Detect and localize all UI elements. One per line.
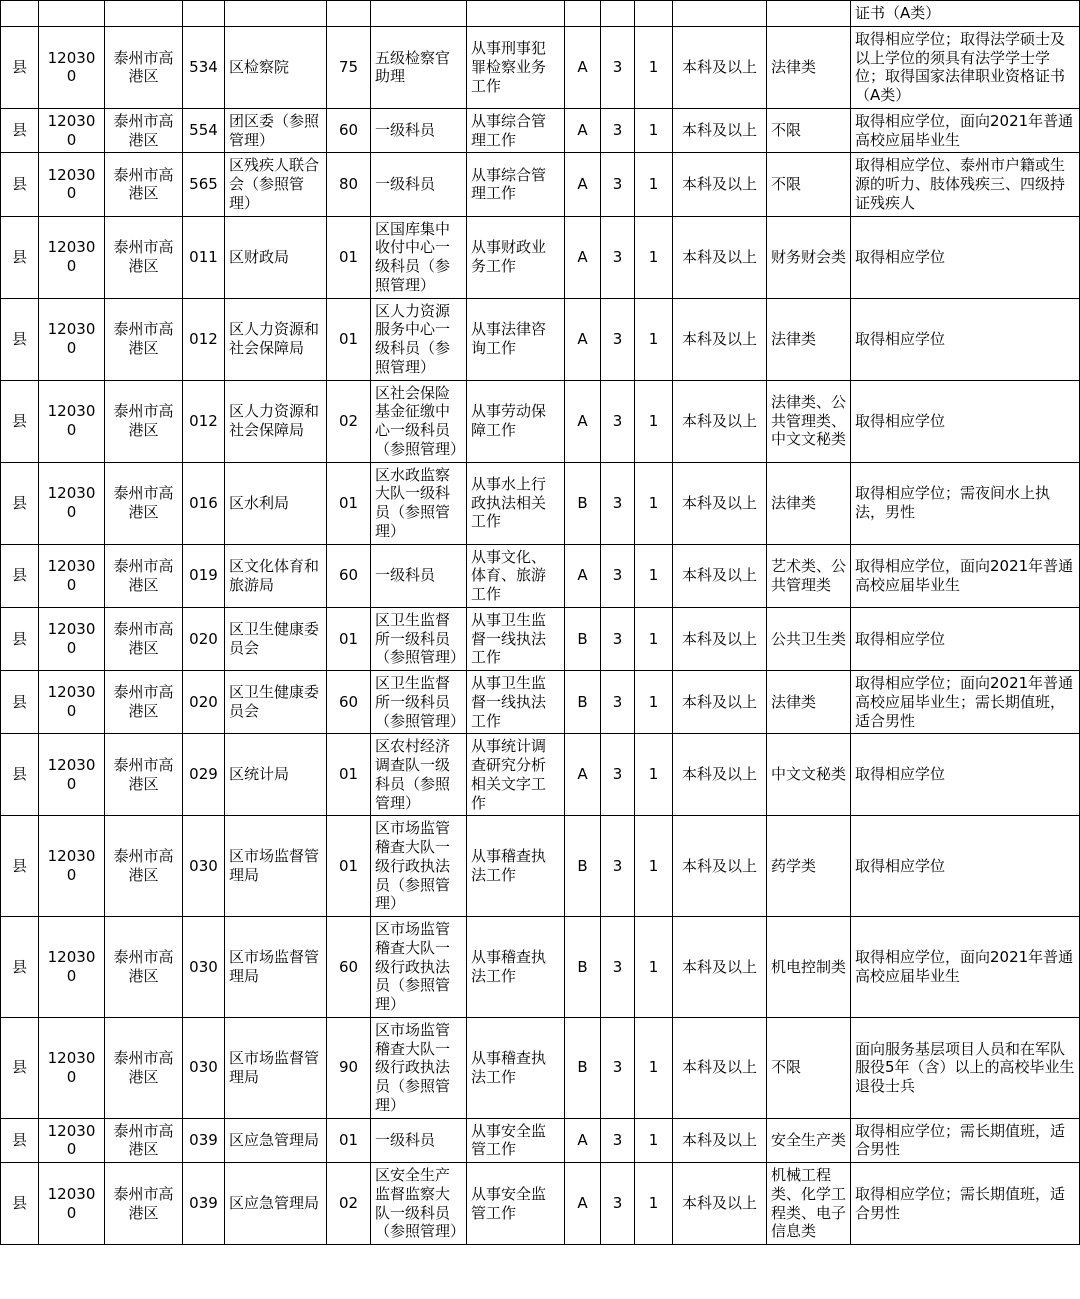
cell-plan: 3 xyxy=(601,298,635,380)
cell-post-code: 02 xyxy=(327,380,371,462)
cell-plan: 3 xyxy=(601,153,635,216)
cell-region: 泰州市高港区 xyxy=(105,380,183,462)
cell-level: 县 xyxy=(1,917,39,1018)
cell-category: A xyxy=(565,216,601,298)
cell-plan: 3 xyxy=(601,1017,635,1118)
cell-post-name: 区市场监管稽查大队一级行政执法员（参照管理） xyxy=(371,816,467,917)
cell-plan: 3 xyxy=(601,1163,635,1245)
cell-level: 县 xyxy=(1,153,39,216)
cell-region-code: 120300 xyxy=(39,298,105,380)
cell-post-name: 区国库集中收付中心一级科员（参照管理） xyxy=(371,216,467,298)
cell-post-name xyxy=(371,1,467,27)
cell-post-code: 60 xyxy=(327,671,371,734)
cell-unit-code: 030 xyxy=(183,1017,225,1118)
cell-count: 1 xyxy=(635,462,673,544)
cell-post-name: 一级科员 xyxy=(371,544,467,607)
cell-unit-code: 534 xyxy=(183,26,225,108)
cell-unit-name: 区统计局 xyxy=(225,734,327,816)
cell-post-desc: 从事稽查执法工作 xyxy=(467,917,565,1018)
cell-post-name: 区社会保险基金征缴中心一级科员（参照管理） xyxy=(371,380,467,462)
cell-major: 中文文秘类 xyxy=(767,734,851,816)
cell-other: 取得相应学位；需长期值班，适合男性 xyxy=(851,1118,1080,1163)
cell-plan: 3 xyxy=(601,462,635,544)
cell-count: 1 xyxy=(635,671,673,734)
cell-region-code: 120300 xyxy=(39,1118,105,1163)
cell-unit-code: 016 xyxy=(183,462,225,544)
cell-post-desc: 从事水上行政执法相关工作 xyxy=(467,462,565,544)
table-row xyxy=(1,607,1080,670)
table-row xyxy=(1,671,1080,734)
cell-post-name: 区卫生监督所一级科员（参照管理） xyxy=(371,671,467,734)
cell-plan: 3 xyxy=(601,816,635,917)
table-row-partial xyxy=(1,1,1080,27)
cell-other: 证书（A类） xyxy=(851,1,1080,27)
cell-other: 取得相应学位 xyxy=(851,380,1080,462)
cell-region: 泰州市高港区 xyxy=(105,816,183,917)
cell-count: 1 xyxy=(635,1017,673,1118)
cell-post-desc: 从事文化、体育、旅游工作 xyxy=(467,544,565,607)
cell-unit-code: 554 xyxy=(183,108,225,153)
cell-post-name: 一级科员 xyxy=(371,1118,467,1163)
cell-region-code: 120300 xyxy=(39,1017,105,1118)
cell-region-code: 120300 xyxy=(39,816,105,917)
cell-category: A xyxy=(565,108,601,153)
cell-post-code: 80 xyxy=(327,153,371,216)
cell-count: 1 xyxy=(635,216,673,298)
cell-education: 本科及以上 xyxy=(673,917,767,1018)
cell-plan xyxy=(601,1,635,27)
cell-category: A xyxy=(565,153,601,216)
cell-post-code: 01 xyxy=(327,298,371,380)
cell-category: B xyxy=(565,607,601,670)
cell-other: 取得相应学位，面向2021年普通高校应届毕业生 xyxy=(851,108,1080,153)
cell-region-code: 120300 xyxy=(39,216,105,298)
cell-education: 本科及以上 xyxy=(673,380,767,462)
cell-education: 本科及以上 xyxy=(673,1017,767,1118)
table-row xyxy=(1,816,1080,917)
cell-unit-code: 039 xyxy=(183,1118,225,1163)
cell-region-code: 120300 xyxy=(39,607,105,670)
cell-category: A xyxy=(565,544,601,607)
cell-region-code: 120300 xyxy=(39,380,105,462)
cell-post-desc: 从事劳动保障工作 xyxy=(467,380,565,462)
cell-education: 本科及以上 xyxy=(673,26,767,108)
cell-post-desc: 从事法律咨询工作 xyxy=(467,298,565,380)
cell-post-name: 区农村经济调查队一级科员（参照管理） xyxy=(371,734,467,816)
cell-post-code: 90 xyxy=(327,1017,371,1118)
cell-other: 取得相应学位 xyxy=(851,298,1080,380)
table-row xyxy=(1,917,1080,1018)
table-row xyxy=(1,26,1080,108)
cell-education: 本科及以上 xyxy=(673,108,767,153)
cell-unit-name: 区卫生健康委员会 xyxy=(225,607,327,670)
cell-level: 县 xyxy=(1,380,39,462)
cell-region-code: 120300 xyxy=(39,462,105,544)
cell-count: 1 xyxy=(635,26,673,108)
cell-level: 县 xyxy=(1,544,39,607)
cell-other: 取得相应学位 xyxy=(851,734,1080,816)
cell-level: 县 xyxy=(1,671,39,734)
cell-plan: 3 xyxy=(601,26,635,108)
table-row xyxy=(1,153,1080,216)
cell-category: B xyxy=(565,671,601,734)
cell-major: 法律类 xyxy=(767,462,851,544)
cell-level: 县 xyxy=(1,108,39,153)
cell-major: 法律类 xyxy=(767,26,851,108)
cell-category: B xyxy=(565,816,601,917)
cell-category: A xyxy=(565,298,601,380)
cell-post-code: 01 xyxy=(327,816,371,917)
cell-category: B xyxy=(565,917,601,1018)
cell-education: 本科及以上 xyxy=(673,153,767,216)
cell-other: 取得相应学位 xyxy=(851,216,1080,298)
cell-other: 取得相应学位 xyxy=(851,816,1080,917)
cell-region-code: 120300 xyxy=(39,734,105,816)
cell-region-code: 120300 xyxy=(39,544,105,607)
cell-unit-name: 区人力资源和社会保障局 xyxy=(225,380,327,462)
cell-post-desc: 从事稽查执法工作 xyxy=(467,816,565,917)
cell-post-code: 75 xyxy=(327,26,371,108)
cell-count: 1 xyxy=(635,607,673,670)
cell-major: 不限 xyxy=(767,108,851,153)
cell-level: 县 xyxy=(1,816,39,917)
cell-plan: 3 xyxy=(601,380,635,462)
table-row xyxy=(1,544,1080,607)
table-row xyxy=(1,108,1080,153)
cell-other: 取得相应学位；需夜间水上执法，男性 xyxy=(851,462,1080,544)
cell-post-code: 01 xyxy=(327,607,371,670)
cell-region-code: 120300 xyxy=(39,108,105,153)
cell-major: 法律类 xyxy=(767,298,851,380)
cell-post-desc: 从事统计调查研究分析相关文字工作 xyxy=(467,734,565,816)
cell-other: 取得相应学位；需长期值班，适合男性 xyxy=(851,1163,1080,1245)
cell-plan: 3 xyxy=(601,216,635,298)
cell-post-code xyxy=(327,1,371,27)
cell-level: 县 xyxy=(1,734,39,816)
cell-region: 泰州市高港区 xyxy=(105,671,183,734)
cell-post-name: 区水政监察大队一级科员（参照管理） xyxy=(371,462,467,544)
cell-major: 安全生产类 xyxy=(767,1118,851,1163)
cell-post-name: 区卫生监督所一级科员（参照管理） xyxy=(371,607,467,670)
cell-region-code: 120300 xyxy=(39,153,105,216)
table-row xyxy=(1,734,1080,816)
cell-category xyxy=(565,1,601,27)
cell-unit-code: 012 xyxy=(183,380,225,462)
cell-count: 1 xyxy=(635,734,673,816)
cell-unit-name: 区市场监督管理局 xyxy=(225,816,327,917)
cell-region-code: 120300 xyxy=(39,671,105,734)
cell-region: 泰州市高港区 xyxy=(105,108,183,153)
cell-unit-code: 020 xyxy=(183,607,225,670)
cell-category: A xyxy=(565,380,601,462)
cell-post-desc: 从事卫生监督一线执法工作 xyxy=(467,671,565,734)
cell-unit-code: 020 xyxy=(183,671,225,734)
cell-plan: 3 xyxy=(601,671,635,734)
cell-post-code: 01 xyxy=(327,734,371,816)
table-body xyxy=(1,1,1080,1245)
cell-unit-name: 区检察院 xyxy=(225,26,327,108)
cell-plan: 3 xyxy=(601,734,635,816)
cell-major: 公共卫生类 xyxy=(767,607,851,670)
cell-post-code: 01 xyxy=(327,1118,371,1163)
cell-region: 泰州市高港区 xyxy=(105,544,183,607)
cell-level: 县 xyxy=(1,462,39,544)
cell-count xyxy=(635,1,673,27)
cell-education: 本科及以上 xyxy=(673,734,767,816)
cell-post-code: 01 xyxy=(327,216,371,298)
cell-major: 机械工程类、化学工程类、电子信息类 xyxy=(767,1163,851,1245)
cell-unit-name: 区人力资源和社会保障局 xyxy=(225,298,327,380)
cell-plan: 3 xyxy=(601,544,635,607)
cell-region: 泰州市高港区 xyxy=(105,1163,183,1245)
cell-level: 县 xyxy=(1,216,39,298)
cell-education: 本科及以上 xyxy=(673,544,767,607)
cell-unit-code: 039 xyxy=(183,1163,225,1245)
cell-major: 法律类、公共管理类、中文文秘类 xyxy=(767,380,851,462)
table-row xyxy=(1,1118,1080,1163)
cell-category: A xyxy=(565,734,601,816)
cell-unit-name: 区文化体育和旅游局 xyxy=(225,544,327,607)
cell-unit-name: 区水利局 xyxy=(225,462,327,544)
cell-major: 财务财会类 xyxy=(767,216,851,298)
cell-unit-name: 区应急管理局 xyxy=(225,1118,327,1163)
cell-level: 县 xyxy=(1,607,39,670)
cell-unit-name: 区残疾人联合会（参照管理） xyxy=(225,153,327,216)
cell-major: 药学类 xyxy=(767,816,851,917)
cell-count: 1 xyxy=(635,816,673,917)
cell-unit-name: 区财政局 xyxy=(225,216,327,298)
cell-other: 取得相应学位；面向2021年普通高校应届毕业生；需长期值班，适合男性 xyxy=(851,671,1080,734)
cell-category: A xyxy=(565,26,601,108)
cell-level: 县 xyxy=(1,1163,39,1245)
cell-plan: 3 xyxy=(601,108,635,153)
cell-plan: 3 xyxy=(601,607,635,670)
cell-unit-code: 029 xyxy=(183,734,225,816)
cell-post-desc: 从事安全监管工作 xyxy=(467,1118,565,1163)
cell-post-code: 02 xyxy=(327,1163,371,1245)
cell-major: 不限 xyxy=(767,153,851,216)
cell-other: 取得相应学位、泰州市户籍或生源的听力、肢体残疾三、四级持证残疾人 xyxy=(851,153,1080,216)
cell-unit-code: 030 xyxy=(183,917,225,1018)
cell-region: 泰州市高港区 xyxy=(105,153,183,216)
cell-post-name: 区人力资源服务中心一级科员（参照管理） xyxy=(371,298,467,380)
cell-unit-name: 团区委（参照管理） xyxy=(225,108,327,153)
cell-education: 本科及以上 xyxy=(673,298,767,380)
cell-post-name: 区安全生产监督监察大队一级科员（参照管理） xyxy=(371,1163,467,1245)
cell-education: 本科及以上 xyxy=(673,1118,767,1163)
cell-category: A xyxy=(565,1163,601,1245)
cell-count: 1 xyxy=(635,108,673,153)
cell-major xyxy=(767,1,851,27)
cell-level: 县 xyxy=(1,1017,39,1118)
cell-count: 1 xyxy=(635,153,673,216)
cell-major: 艺术类、公共管理类 xyxy=(767,544,851,607)
cell-unit-name: 区市场监督管理局 xyxy=(225,1017,327,1118)
cell-category: B xyxy=(565,1017,601,1118)
cell-level: 县 xyxy=(1,298,39,380)
cell-other: 取得相应学位，面向2021年普通高校应届毕业生 xyxy=(851,544,1080,607)
cell-unit-name: 区应急管理局 xyxy=(225,1163,327,1245)
cell-post-code: 60 xyxy=(327,917,371,1018)
cell-unit-code: 565 xyxy=(183,153,225,216)
cell-education: 本科及以上 xyxy=(673,671,767,734)
cell-post-desc: 从事综合管理工作 xyxy=(467,108,565,153)
cell-count: 1 xyxy=(635,544,673,607)
cell-region-code: 120300 xyxy=(39,26,105,108)
cell-post-name: 五级检察官助理 xyxy=(371,26,467,108)
cell-category: A xyxy=(565,1118,601,1163)
cell-region-code xyxy=(39,1,105,27)
cell-unit-name: 区卫生健康委员会 xyxy=(225,671,327,734)
cell-post-desc: 从事刑事犯罪检察业务工作 xyxy=(467,26,565,108)
cell-plan: 3 xyxy=(601,917,635,1018)
cell-post-desc: 从事卫生监督一线执法工作 xyxy=(467,607,565,670)
cell-unit-code: 030 xyxy=(183,816,225,917)
cell-education: 本科及以上 xyxy=(673,216,767,298)
cell-major: 不限 xyxy=(767,1017,851,1118)
cell-region: 泰州市高港区 xyxy=(105,607,183,670)
cell-education: 本科及以上 xyxy=(673,1163,767,1245)
cell-education xyxy=(673,1,767,27)
cell-education: 本科及以上 xyxy=(673,462,767,544)
cell-major: 机电控制类 xyxy=(767,917,851,1018)
cell-post-name: 区市场监管稽查大队一级行政执法员（参照管理） xyxy=(371,917,467,1018)
cell-major: 法律类 xyxy=(767,671,851,734)
cell-count: 1 xyxy=(635,917,673,1018)
cell-unit-code: 019 xyxy=(183,544,225,607)
cell-region: 泰州市高港区 xyxy=(105,216,183,298)
cell-region-code: 120300 xyxy=(39,1163,105,1245)
cell-region: 泰州市高港区 xyxy=(105,1118,183,1163)
cell-region: 泰州市高港区 xyxy=(105,298,183,380)
cell-other: 取得相应学位 xyxy=(851,607,1080,670)
cell-other: 取得相应学位，面向2021年普通高校应届毕业生 xyxy=(851,917,1080,1018)
cell-post-name: 一级科员 xyxy=(371,108,467,153)
cell-post-name: 区市场监管稽查大队一级行政执法员（参照管理） xyxy=(371,1017,467,1118)
cell-region xyxy=(105,1,183,27)
cell-region: 泰州市高港区 xyxy=(105,917,183,1018)
cell-unit-code xyxy=(183,1,225,27)
cell-post-name: 一级科员 xyxy=(371,153,467,216)
cell-count: 1 xyxy=(635,1118,673,1163)
cell-other: 取得相应学位；取得法学硕士及以上学位的须具有法学学士学位；取得国家法律职业资格证书（A类） xyxy=(851,26,1080,108)
cell-region: 泰州市高港区 xyxy=(105,1017,183,1118)
cell-level: 县 xyxy=(1,26,39,108)
cell-post-desc: 从事综合管理工作 xyxy=(467,153,565,216)
cell-education: 本科及以上 xyxy=(673,607,767,670)
cell-region: 泰州市高港区 xyxy=(105,462,183,544)
cell-post-code: 60 xyxy=(327,544,371,607)
cell-post-code: 60 xyxy=(327,108,371,153)
table-row xyxy=(1,1017,1080,1118)
cell-count: 1 xyxy=(635,1163,673,1245)
table-row xyxy=(1,380,1080,462)
cell-unit-code: 011 xyxy=(183,216,225,298)
cell-count: 1 xyxy=(635,298,673,380)
cell-post-desc: 从事稽查执法工作 xyxy=(467,1017,565,1118)
cell-post-desc xyxy=(467,1,565,27)
table-row xyxy=(1,1163,1080,1245)
cell-post-desc: 从事财政业务工作 xyxy=(467,216,565,298)
cell-level: 县 xyxy=(1,1118,39,1163)
table-row xyxy=(1,298,1080,380)
cell-region-code: 120300 xyxy=(39,917,105,1018)
table-row xyxy=(1,462,1080,544)
cell-other: 面向服务基层项目人员和在军队服役5年（含）以上的高校毕业生退役士兵 xyxy=(851,1017,1080,1118)
cell-count: 1 xyxy=(635,380,673,462)
cell-level xyxy=(1,1,39,27)
cell-post-desc: 从事安全监管工作 xyxy=(467,1163,565,1245)
cell-region: 泰州市高港区 xyxy=(105,26,183,108)
cell-plan: 3 xyxy=(601,1118,635,1163)
cell-education: 本科及以上 xyxy=(673,816,767,917)
cell-unit-name xyxy=(225,1,327,27)
cell-unit-name: 区市场监督管理局 xyxy=(225,917,327,1018)
cell-region: 泰州市高港区 xyxy=(105,734,183,816)
cell-category: B xyxy=(565,462,601,544)
cell-unit-code: 012 xyxy=(183,298,225,380)
cell-post-code: 01 xyxy=(327,462,371,544)
table-row xyxy=(1,216,1080,298)
